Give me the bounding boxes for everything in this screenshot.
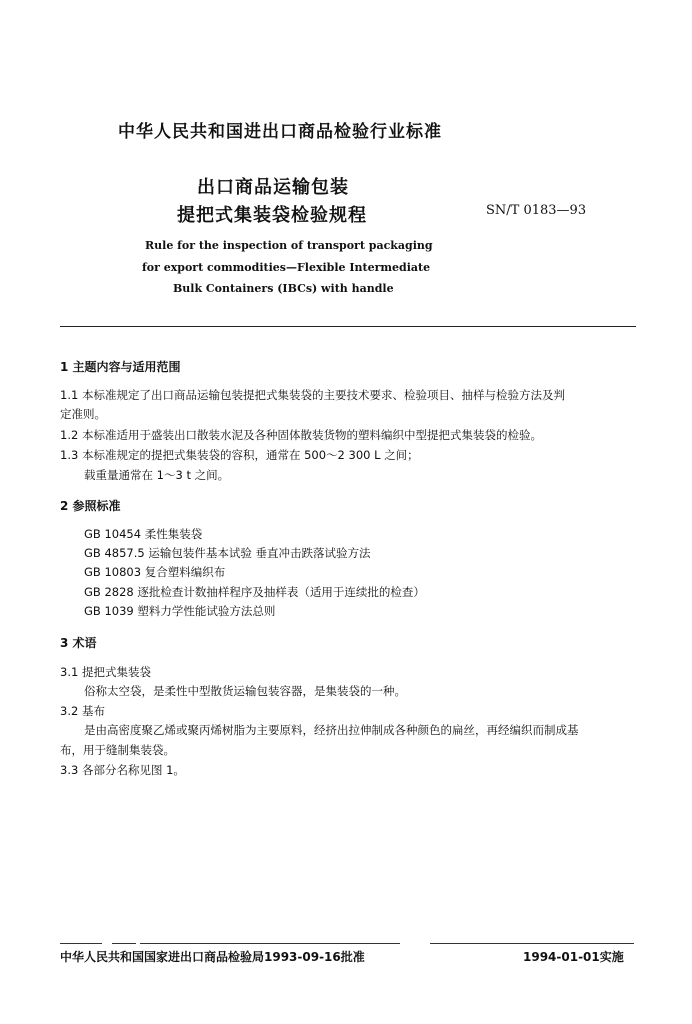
- clause-3-3: 3.3 各部分名称见图 1。: [60, 763, 185, 777]
- clause-1-1-line-2: 定准则。: [60, 407, 106, 421]
- org-header: 中华人民共和国进出口商品检验行业标准: [118, 122, 442, 142]
- clause-3-2-description-line-2: 布，用于缝制集装袋。: [60, 743, 175, 757]
- english-title-line-2: for export commodities—Flexible Intermediate: [142, 261, 431, 274]
- standard-number: SN/T 0183—93: [486, 203, 587, 218]
- english-title-line-1: Rule for the inspection of transport packaging: [145, 239, 433, 252]
- footer-divider: [112, 943, 136, 944]
- footer-divider: [60, 943, 102, 944]
- english-title-line-3: Bulk Containers (IBCs) with handle: [173, 282, 394, 295]
- reference-item: GB 2828 逐批检查计数抽样程序及抽样表（适用于连续批的检查）: [84, 585, 425, 599]
- section-1-heading: 1 主题内容与适用范围: [60, 360, 181, 374]
- clause-3-1-description: 俗称太空袋，是柔性中型散货运输包装容器，是集装袋的一种。: [84, 684, 406, 698]
- reference-item: GB 10803 复合塑料编织布: [84, 565, 226, 579]
- header-divider: [60, 326, 636, 327]
- clause-3-2: 3.2 基布: [60, 704, 105, 718]
- clause-1-3-line-1: 1.3 本标准规定的提把式集装袋的容积，通常在 500～2 300 L 之间；: [60, 448, 419, 462]
- reference-item: GB 4857.5 运输包装件基本试验 垂直冲击跌落试验方法: [84, 546, 371, 560]
- clause-1-1-line-1: 1.1 本标准规定了出口商品运输包装提把式集装袋的主要技术要求、检验项目、抽样与检验方法及判: [60, 388, 565, 402]
- reference-item: GB 10454 柔性集装袋: [84, 527, 203, 541]
- footer-divider: [140, 943, 400, 944]
- title-line-1: 出口商品运输包装: [197, 177, 349, 198]
- footer-divider: [430, 943, 634, 944]
- effective-date: 1994-01-01实施: [523, 950, 624, 964]
- title-line-2: 提把式集装袋检验规程: [177, 205, 367, 226]
- clause-1-3-line-2: 载重量通常在 1～3 t 之间。: [84, 468, 230, 482]
- clause-1-2: 1.2 本标准适用于盛装出口散装水泥及各种固体散装货物的塑料编织中型提把式集装袋的检验。: [60, 428, 542, 442]
- clause-3-2-description-line-1: 是由高密度聚乙烯或聚丙烯树脂为主要原料，经挤出拉伸制成各种颜色的扁丝，再经编织而制成基: [84, 723, 579, 737]
- section-2-heading: 2 参照标准: [60, 499, 121, 513]
- reference-item: GB 1039 塑料力学性能试验方法总则: [84, 604, 276, 618]
- issue-approval: 中华人民共和国国家进出口商品检验局1993-09-16批准: [60, 950, 365, 964]
- clause-3-1: 3.1 提把式集装袋: [60, 665, 151, 679]
- section-3-heading: 3 术语: [60, 636, 97, 650]
